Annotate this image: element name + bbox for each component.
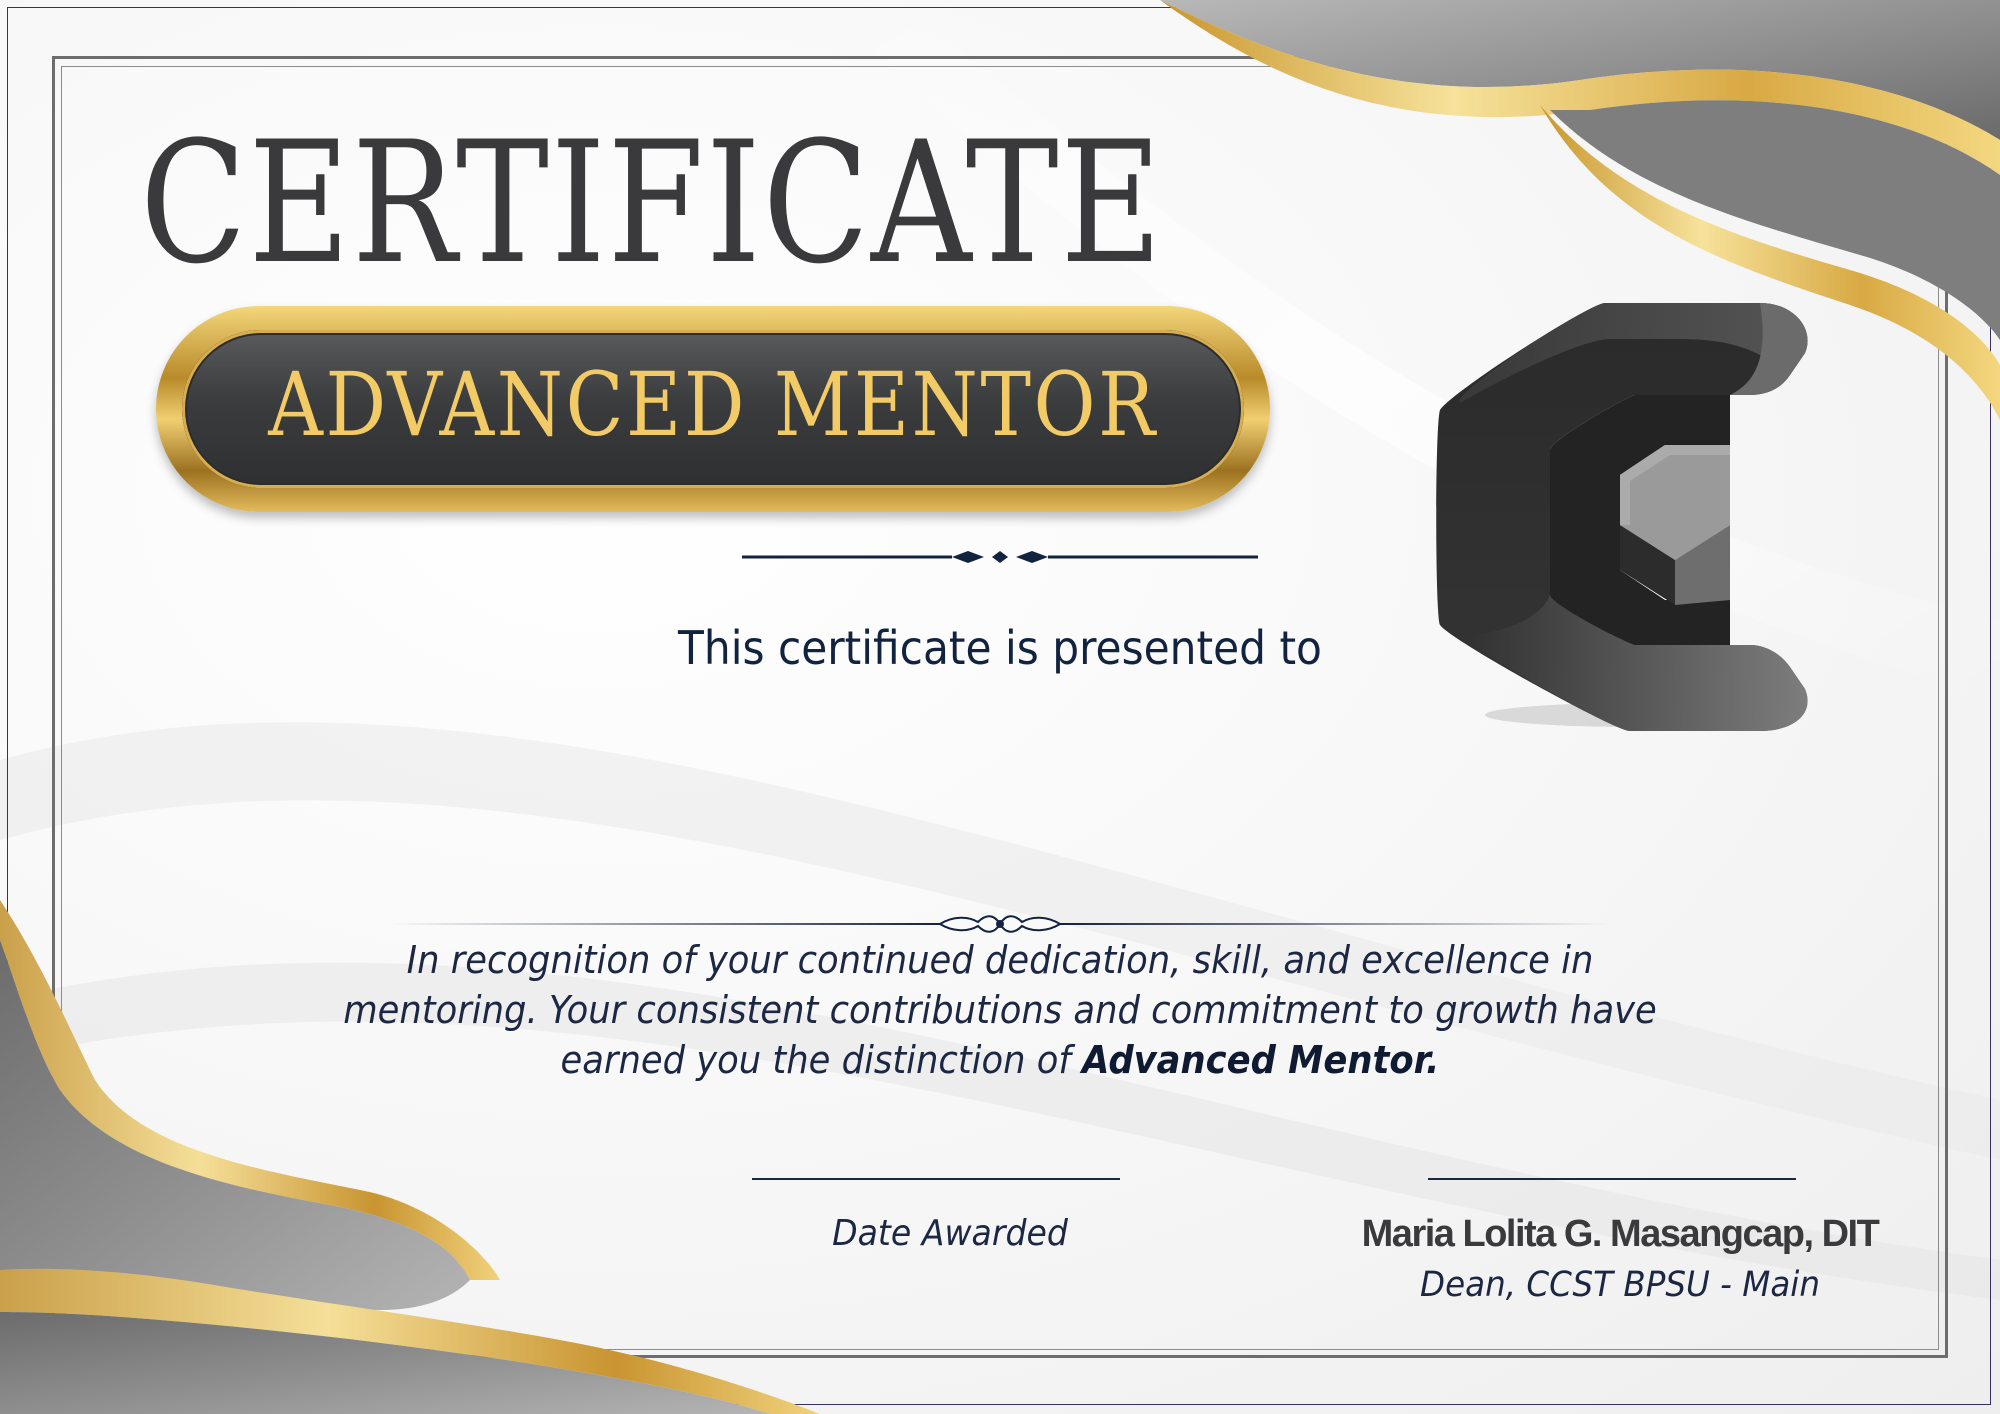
certificate-title: CERTIFICATE <box>140 105 1164 301</box>
ccst-c-logo-icon <box>1430 275 1830 735</box>
dean-signature-line <box>1428 1178 1796 1180</box>
date-awarded-label: Date Awarded <box>832 1213 1068 1254</box>
award-badge <box>156 306 1270 512</box>
diamond-ornament <box>742 545 1258 569</box>
recognition-text <box>321 935 1679 1085</box>
signatory-title: Dean, CCST BPSU - Main <box>1420 1265 1820 1305</box>
scroll-divider <box>388 910 1612 938</box>
presented-to-text: This certificate is presented to <box>678 621 1322 675</box>
date-signature-line <box>752 1178 1120 1180</box>
award-title: ADVANCED MENTOR <box>268 353 1158 456</box>
recognition-body: In recognition of your continued dedication, skill, and excellence in mentoring. Your consistent contributions and commitment to growth have earned you the distinction of <box>343 938 1657 1082</box>
recognition-emphasis: Advanced Mentor. <box>1082 1038 1440 1082</box>
signatory-name: Maria Lolita G. Masangcap, DIT <box>1361 1213 1879 1255</box>
